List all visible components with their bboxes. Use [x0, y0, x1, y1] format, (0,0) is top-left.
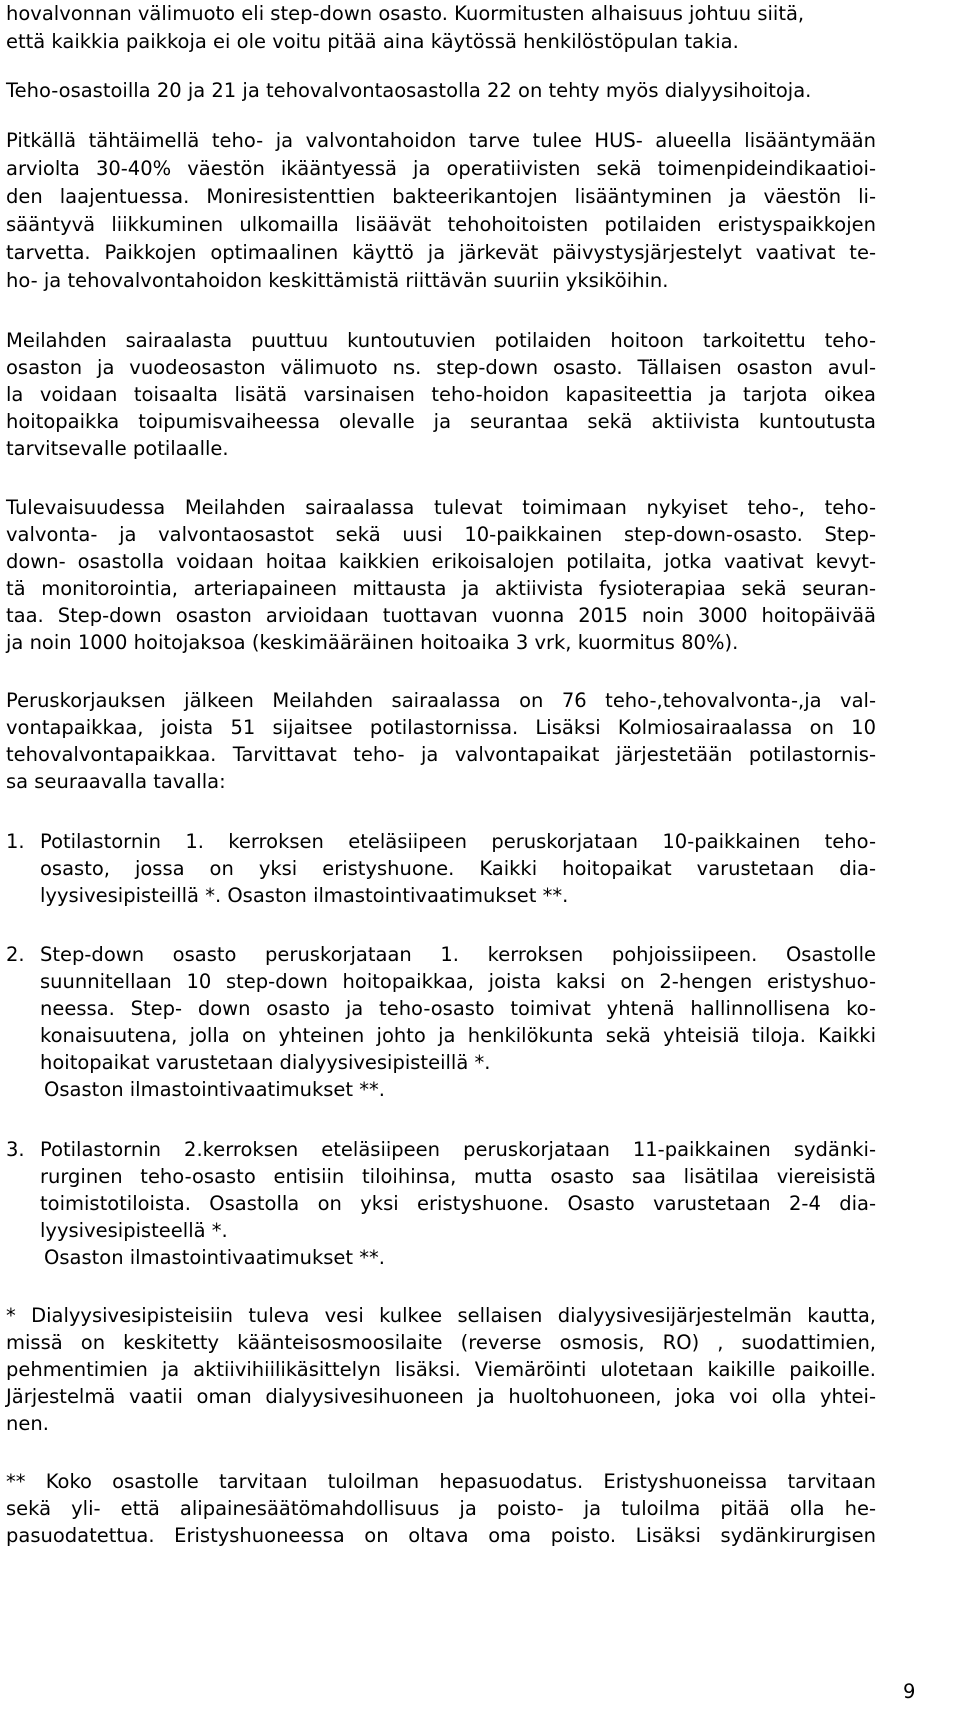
text-line: vontapaikkaa, joista 51 sijaitsee potilastornissa. Lisäksi Kolmiosairaalassa on 10	[6, 716, 876, 739]
list-item-line: rurginen teho-osasto entisiin tiloihinsa, mutta osasto saa lisätilaa viereisistä	[40, 1165, 876, 1188]
text-line: hoitopaikka toipumisvaiheessa olevalle ja seurantaa sekä aktiivista kuntoutusta	[6, 410, 876, 433]
text-line: sa seuraavalla tavalla:	[6, 770, 226, 793]
text-line: arviolta 30-40% väestön ikääntyessä ja operatiivisten sekä toimenpideindikaatioi-	[6, 157, 876, 180]
text-line: taa. Step-down osaston arvioidaan tuottavan vuonna 2015 noin 3000 hoitopäivää	[6, 604, 876, 627]
text-line: ho- ja tehovalvontahoidon keskittämistä riittävän suuriin yksiköihin.	[6, 269, 669, 292]
text-line: tehovalvontapaikkaa. Tarvittavat teho- ja valvontapaikat järjestetään potilastornis-	[6, 743, 876, 766]
text-line: sääntyvä liikkuminen ulkomailla lisäävät tehohoitoisten potilaiden eristyspaikkojen	[6, 213, 876, 236]
list-number: 3.	[6, 1138, 25, 1161]
text-line: Tulevaisuudessa Meilahden sairaalassa tulevat toimimaan nykyiset teho-, teho-	[6, 496, 876, 519]
text-line: Meilahden sairaalasta puuttuu kuntoutuvien potilaiden hoitoon tarkoitettu teho-	[6, 329, 876, 352]
text-line: Peruskorjauksen jälkeen Meilahden sairaalassa on 76 teho-,tehovalvonta-,ja val-	[6, 689, 876, 712]
list-item-line: hoitopaikat varustetaan dialyysivesipisteillä *.	[40, 1051, 491, 1074]
footnote-line: pasuodatettua. Eristyshuoneessa on oltava oma poisto. Lisäksi sydänkirurgisen	[6, 1524, 876, 1547]
text-line: valvonta- ja valvontaosastot sekä uusi 10-paikkainen step-down-osasto. Step-	[6, 523, 876, 546]
list-item-line: Potilastornin 1. kerroksen eteläsiipeen peruskorjataan 10-paikkainen teho-	[40, 830, 876, 853]
text-line: ja noin 1000 hoitojaksoa (keskimääräinen hoitoaika 3 vrk, kuormitus 80%).	[6, 631, 739, 654]
list-number: 2.	[6, 943, 25, 966]
text-line: tarvetta. Paikkojen optimaalinen käyttö ja järkevät päivystysjärjestelyt vaativat te-	[6, 241, 876, 264]
list-item-line: neessa. Step- down osasto ja teho-osasto toimivat yhtenä hallinnollisena ko-	[40, 997, 876, 1020]
footnote-line: sekä yli- että alipainesäätömahdollisuus ja poisto- ja tuloilma pitää olla he-	[6, 1497, 876, 1520]
list-item-line: osasto, jossa on yksi eristyshuone. Kaikki hoitopaikat varustetaan dia-	[40, 857, 876, 880]
list-item-line: lyysivesipisteellä *.	[40, 1219, 228, 1242]
footnote-line: * Dialyysivesipisteisiin tuleva vesi kulkee sellaisen dialyysivesijärjestelmän kautta,	[6, 1304, 876, 1327]
text-line: hovalvonnan välimuoto eli step-down osasto. Kuormitusten alhaisuus johtuu siitä,	[6, 2, 805, 25]
list-item-line: Osaston ilmastointivaatimukset **.	[44, 1078, 385, 1101]
list-item-line: Potilastornin 2.kerroksen eteläsiipeen peruskorjataan 11-paikkainen sydänki-	[40, 1138, 876, 1161]
text-line: den laajentuessa. Moniresistenttien bakteerikantojen lisääntyminen ja väestön li-	[6, 185, 876, 208]
list-item-line: konaisuutena, jolla on yhteinen johto ja henkilökunta sekä yhteisiä tiloja. Kaikki	[40, 1024, 876, 1047]
text-line: Pitkällä tähtäimellä teho- ja valvontahoidon tarve tulee HUS- alueella lisääntymään	[6, 129, 876, 152]
text-line: osaston ja vuodeosaston välimuoto ns. step-down osasto. Tällaisen osaston avul-	[6, 356, 876, 379]
footnote-line: Järjestelmä vaatii oman dialyysivesihuoneen ja huoltohuoneen, joka voi olla yhtei-	[6, 1385, 876, 1408]
list-number: 1.	[6, 830, 25, 853]
text-line: että kaikkia paikkoja ei ole voitu pitää aina käytössä henkilöstöpulan takia.	[6, 30, 739, 53]
list-item-line: Step-down osasto peruskorjataan 1. kerroksen pohjoissiipeen. Osastolle	[40, 943, 876, 966]
page-number: 9	[903, 1680, 916, 1703]
text-line: la voidaan toisaalta lisätä varsinaisen teho-hoidon kapasiteettia ja tarjota oikea	[6, 383, 876, 406]
footnote-line: ** Koko osastolle tarvitaan tuloilman hepasuodatus. Eristyshuoneissa tarvitaan	[6, 1470, 876, 1493]
text-line: tä monitorointia, arteriapaineen mittausta ja aktiivista fysioterapiaa sekä seuran-	[6, 577, 876, 600]
list-item-line: Osaston ilmastointivaatimukset **.	[44, 1246, 385, 1269]
text-line: down- osastolla voidaan hoitaa kaikkien erikoisalojen potilaita, jotka vaativat kevyt-	[6, 550, 876, 573]
footnote-line: nen.	[6, 1412, 49, 1435]
text-line: Teho-osastoilla 20 ja 21 ja tehovalvontaosastolla 22 on tehty myös dialyysihoitoja.	[6, 79, 812, 102]
text-line: tarvitsevalle potilaalle.	[6, 437, 229, 460]
list-item-line: suunnitellaan 10 step-down hoitopaikkaa, joista kaksi on 2-hengen eristyshuo-	[40, 970, 876, 993]
list-item-line: toimistotiloista. Osastolla on yksi eristyshuone. Osasto varustetaan 2-4 dia-	[40, 1192, 876, 1215]
footnote-line: missä on keskitetty käänteisosmoosilaite (reverse osmosis, RO) , suodattimien,	[6, 1331, 876, 1354]
list-item-line: lyysivesipisteillä *. Osaston ilmastointivaatimukset **.	[40, 884, 569, 907]
footnote-line: pehmentimien ja aktiivihiilikäsittelyn lisäksi. Viemäröinti ulotetaan kaikille paikoille.	[6, 1358, 876, 1381]
